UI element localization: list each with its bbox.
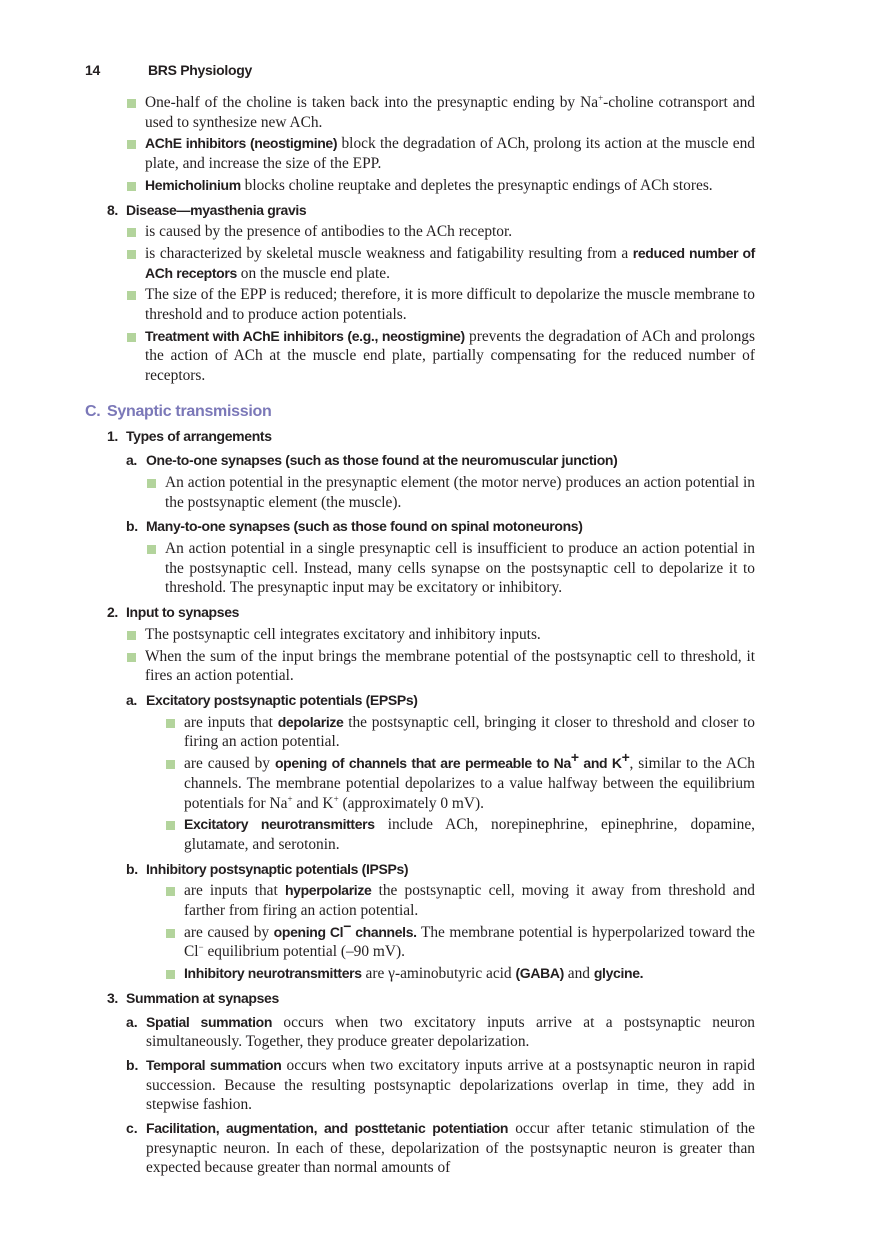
bullet-item [0,748,755,813]
square-bullet-icon [127,333,136,342]
text-run: on the muscle end plate. [236,264,390,282]
text-run: + [287,793,293,804]
text-run: prevents the degradation of ACh and prolongs the action of ACh at the muscle end plate, partially compensating for the reduced number of receptors. [145,327,755,385]
text-run: are inputs that [184,713,278,731]
square-bullet-icon [127,250,136,259]
text-run: Input to synapses [126,604,240,621]
subheading [0,201,755,221]
text-run: equilibrium potential (–90 mV). [203,943,405,961]
bold-text: Treatment with AChE inhibitors (e.g., neostigmine) [145,327,465,344]
square-bullet-icon [166,970,175,979]
subheading [0,691,755,711]
item-label: b. [126,1056,139,1073]
item-label: b. [126,518,138,535]
text-run: (approximately 0 mV). [338,794,484,812]
text-run: An action potential in the presynaptic element (the motor nerve) produces an action potential in the postsynaptic element (the muscle). [165,473,755,511]
text-run: block the degradation of ACh, prolong its action at the muscle end plate, and increase the size of the EPP. [145,135,755,173]
item-label: a. [126,1013,138,1030]
text-run: + [598,92,604,103]
bold-text: channels. [351,923,417,940]
bold-text: AChE inhibitors (neostigmine) [145,135,338,152]
square-bullet-icon [166,821,175,830]
bullet-item [0,881,755,920]
item-label: C. [85,402,101,420]
bold-text: reduced number of ACh receptors [145,244,755,281]
bullet-item [0,815,755,854]
text-run: occur after tetanic stimulation of the presynaptic neuron. In each of these, depolarization of the postsynaptic neuron is greater than expected because greater than normal amounts of [146,1120,755,1177]
page-number: 14 [85,62,100,78]
bullet-item [0,473,755,512]
text-run: the postsynaptic cell, moving it away from threshold and farther from firing an action potential. [184,882,755,920]
item-label: 3. [107,989,118,1006]
bold-text: and K [578,755,622,772]
text-run: -choline cotransport and used to synthesize new ACh. [145,94,756,131]
bold-text: Excitatory neurotransmitters [184,816,375,833]
bullet-item [0,539,755,598]
square-bullet-icon [166,760,175,769]
bullet-item [0,647,755,686]
subheading [0,451,755,471]
bold-text: depolarize [277,713,344,730]
text-run: is characterized by skeletal muscle weakness and fatigability resulting from a [145,244,633,262]
bullet-item [0,285,755,324]
text-run: + [333,793,339,804]
text-run: One-half of the choline is taken back into the presynaptic ending by Na [145,94,599,111]
bullet-item [0,176,755,196]
text-run: One-to-one synapses (such as those found at the neuromuscular junction) [146,452,618,469]
numbered-paragraph [0,1056,755,1115]
subheading [0,427,755,447]
text-run: Disease—myasthenia gravis [126,201,307,218]
square-bullet-icon [166,929,175,938]
subheading [0,517,755,537]
text-run: blocks choline reuptake and depletes the presynaptic endings of ACh stores. [240,176,713,194]
bold-text: Hemicholinium [145,176,241,193]
bold-text: + [621,748,630,765]
numbered-paragraph [0,1013,755,1052]
running-header-title: BRS Physiology [148,62,252,78]
text-run: , similar to the ACh channels. The membrane potential depolarizes to a value halfway between the equilibrium potentials for Na [184,755,755,812]
text-run: Many-to-one synapses (such as those found on spinal motoneurons) [146,518,583,535]
bullet-item [0,222,755,242]
text-run: The membrane potential is hyperpolarized toward the Cl [184,923,755,961]
square-bullet-icon [147,479,156,488]
square-bullet-icon [127,291,136,300]
text-run: the postsynaptic cell, bringing it closer to threshold and closer to firing an action potential. [184,713,755,751]
bullet-item [0,917,755,962]
section-heading [0,402,755,422]
bold-text: glycine. [593,965,644,982]
text-run: is caused by the presence of antibodies to the ACh receptor. [145,223,513,241]
bold-text: opening of channels that are permeable to Na [274,755,571,772]
text-run: The postsynaptic cell integrates excitatory and inhibitory inputs. [145,625,541,643]
text-run: Synaptic transmission [107,402,272,420]
page-body [0,91,880,1178]
text-run: Excitatory postsynaptic potentials (EPSPs) [146,691,418,708]
item-label: b. [126,860,138,877]
square-bullet-icon [166,719,175,728]
bold-text: Spatial summation [146,1013,273,1030]
bold-text: opening Cl [273,923,344,940]
text-run: When the sum of the input brings the membrane potential of the postsynaptic cell to threshold, it fires an action potential. [145,647,755,685]
bullet-item [0,93,755,132]
numbered-paragraph [0,1119,755,1178]
text-run: An action potential in a single presynaptic cell is insufficient to produce an action potential in the postsynaptic cell. Instead, many cells synapse on the postsynaptic cell to depolarize it to threshold. The presynaptic input may be excitatory or inhibitory. [165,540,755,597]
square-bullet-icon [147,545,156,554]
bold-text: Inhibitory neurotransmitters [184,965,362,982]
bold-text: Temporal summation [146,1056,282,1073]
text-run: and K [292,794,334,812]
text-run: include ACh, norepinephrine, epinephrine, dopamine, glutamate, and serotonin. [184,816,755,853]
bold-text: + [570,748,579,765]
text-run: Types of arrangements [126,427,272,444]
bullet-item [0,244,755,283]
subheading [0,989,755,1009]
item-label: a. [126,691,137,708]
text-run: are caused by [184,923,274,941]
bullet-item [0,134,755,173]
text-run: are inputs that [184,882,285,900]
bullet-item [0,964,755,984]
text-run: Summation at synapses [126,989,279,1006]
text-run: − [198,942,204,953]
item-label: 2. [107,604,118,621]
square-bullet-icon [127,653,136,662]
text-run: are caused by [184,755,275,773]
bold-text: Facilitation, augmentation, and posttetanic potentiation [146,1120,509,1137]
item-label: 8. [107,201,118,218]
square-bullet-icon [127,140,136,149]
subheading [0,860,755,880]
text-run: Inhibitory postsynaptic potentials (IPSPs) [146,860,409,877]
text-run: and [563,965,594,983]
subheading [0,603,755,623]
item-label: a. [126,452,137,469]
square-bullet-icon [127,99,136,108]
item-label: 1. [107,427,118,444]
bold-text: hyperpolarize [284,882,372,899]
text-run: The size of the EPP is reduced; therefore, it is more difficult to depolarize the muscle membrane to threshold and to produce action potentials. [145,286,755,324]
bold-text: (GABA) [515,965,564,982]
text-run: occurs when two excitatory inputs arrive at a postsynaptic neuron simultaneously. Together, they produce greater depolarization. [146,1013,755,1051]
item-label: c. [126,1120,138,1137]
bullet-item [0,625,755,645]
text-run: occurs when two excitatory inputs arrive at a postsynaptic neuron in rapid succession. Because the resulting postsynaptic depolarizations overlap in time, they add in stepwise fashion. [146,1056,755,1114]
square-bullet-icon [127,228,136,237]
bold-text: − [343,917,352,934]
square-bullet-icon [166,887,175,896]
bullet-item [0,713,755,752]
square-bullet-icon [127,182,136,191]
text-run: are γ-aminobutyric acid [361,965,516,983]
bullet-item [0,327,755,386]
square-bullet-icon [127,631,136,640]
